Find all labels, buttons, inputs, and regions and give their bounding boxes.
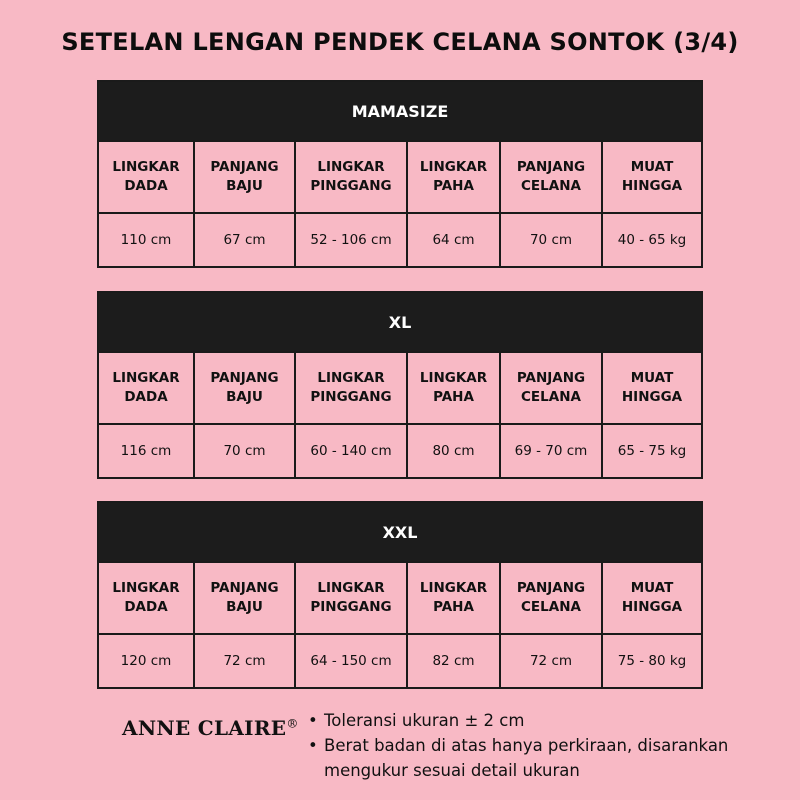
value-cell: 70 cm [499, 212, 601, 266]
column-header-row [99, 351, 701, 423]
list-item: • Berat badan di atas hanya perkiraan, disarankan mengukur sesuai detail ukuran [308, 733, 788, 783]
value-cell: 64 - 150 cm [294, 633, 406, 687]
column-header-row [99, 561, 701, 633]
column-header: LINGKAR DADA [99, 351, 193, 423]
column-header: MUAT HINGGA [601, 140, 701, 212]
value-cell: 52 - 106 cm [294, 212, 406, 266]
column-header-row [99, 140, 701, 212]
value-cell: 110 cm [99, 212, 193, 266]
value-cell: 65 - 75 kg [601, 423, 701, 477]
table-row [99, 633, 701, 687]
size-header: MAMASIZE [99, 82, 701, 140]
column-header: PANJANG CELANA [499, 140, 601, 212]
column-header: LINGKAR PAHA [406, 561, 499, 633]
value-cell: 116 cm [99, 423, 193, 477]
column-header: PANJANG BAJU [193, 351, 294, 423]
value-cell: 80 cm [406, 423, 499, 477]
brand-name: ANNE CLAIRE [122, 716, 287, 740]
column-header: LINGKAR DADA [99, 561, 193, 633]
notes-list [308, 708, 788, 783]
column-header: PANJANG CELANA [499, 351, 601, 423]
value-cell: 72 cm [499, 633, 601, 687]
column-header: LINGKAR PAHA [406, 351, 499, 423]
column-header: PANJANG CELANA [499, 561, 601, 633]
value-cell: 120 cm [99, 633, 193, 687]
value-cell: 60 - 140 cm [294, 423, 406, 477]
size-table-xxl [97, 501, 703, 689]
column-header: LINGKAR PAHA [406, 140, 499, 212]
page-title: SETELAN LENGAN PENDEK CELANA SONTOK (3/4) [61, 28, 739, 56]
value-cell: 70 cm [193, 423, 294, 477]
size-header: XL [99, 293, 701, 351]
value-cell: 69 - 70 cm [499, 423, 601, 477]
value-cell: 64 cm [406, 212, 499, 266]
size-table-xl [97, 291, 703, 479]
brand-logo [122, 716, 299, 740]
column-header: LINGKAR PINGGANG [294, 561, 406, 633]
column-header: MUAT HINGGA [601, 561, 701, 633]
value-cell: 67 cm [193, 212, 294, 266]
table-row [99, 423, 701, 477]
column-header: LINGKAR PINGGANG [294, 140, 406, 212]
column-header: PANJANG BAJU [193, 561, 294, 633]
column-header: MUAT HINGGA [601, 351, 701, 423]
size-table-mamasize [97, 80, 703, 268]
value-cell: 82 cm [406, 633, 499, 687]
list-item: • Toleransi ukuran ± 2 cm [308, 708, 788, 733]
column-header: LINGKAR DADA [99, 140, 193, 212]
column-header: LINGKAR PINGGANG [294, 351, 406, 423]
registered-mark: ® [286, 716, 299, 731]
size-header: XXL [99, 503, 701, 561]
value-cell: 40 - 65 kg [601, 212, 701, 266]
value-cell: 75 - 80 kg [601, 633, 701, 687]
column-header: PANJANG BAJU [193, 140, 294, 212]
value-cell: 72 cm [193, 633, 294, 687]
table-row [99, 212, 701, 266]
